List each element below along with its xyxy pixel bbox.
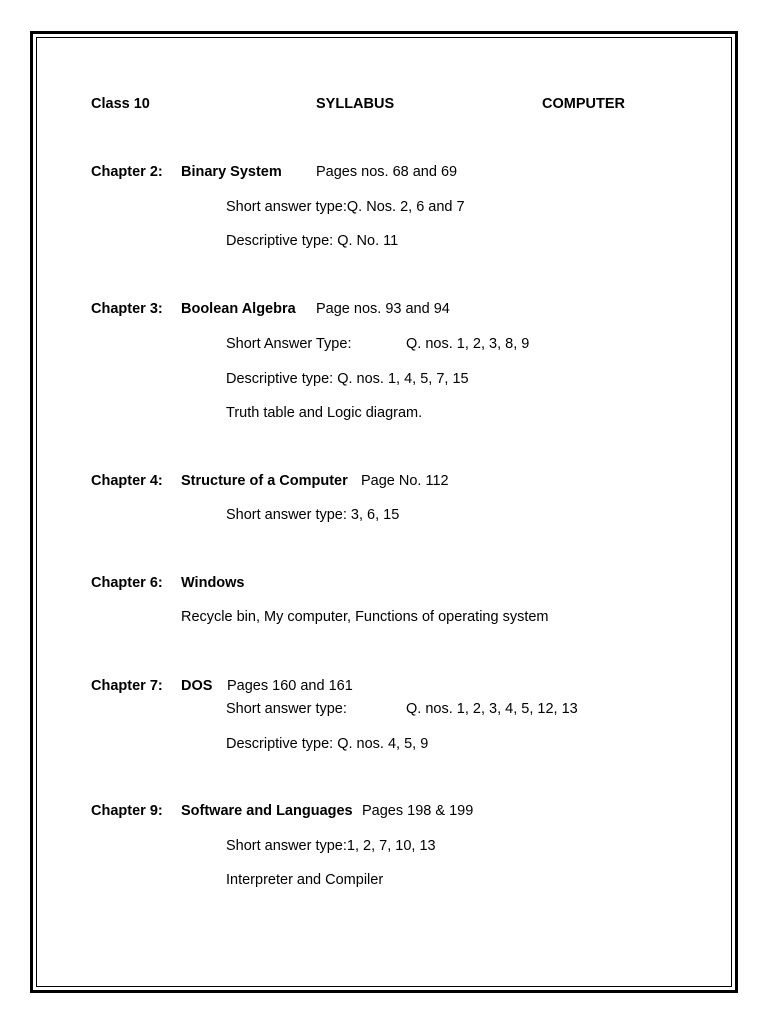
- chapter-line: Descriptive type: Q. nos. 1, 4, 5, 7, 15: [226, 371, 469, 387]
- chapter-pages: Page nos. 93 and 94: [316, 301, 450, 317]
- chapter-pages: Pages 198 & 199: [362, 803, 474, 819]
- chapter-number: Chapter 7:: [91, 678, 163, 694]
- chapter-line: Descriptive type: Q. nos. 4, 5, 9: [226, 736, 429, 752]
- chapter-pages: Page No. 112: [361, 473, 449, 489]
- chapter-title: Software and Languages: [181, 803, 353, 819]
- chapter-title: Windows: [181, 575, 245, 591]
- document-title: SYLLABUS: [316, 96, 395, 112]
- chapter-line: Short answer type:: [226, 701, 347, 717]
- class-label: Class 10: [91, 96, 150, 112]
- subject-label: COMPUTER: [542, 96, 625, 112]
- chapter-number: Chapter 9:: [91, 803, 163, 819]
- chapter-number: Chapter 2:: [91, 164, 163, 180]
- chapter-title: Structure of a Computer: [181, 473, 348, 489]
- chapter-line: Truth table and Logic diagram.: [226, 405, 423, 421]
- chapter-line: Short Answer Type:: [226, 336, 352, 352]
- chapter-line: Short answer type: 3, 6, 15: [226, 507, 400, 523]
- chapter-number: Chapter 4:: [91, 473, 163, 489]
- chapter-number: Chapter 3:: [91, 301, 163, 317]
- chapter-line: Short answer type:Q. Nos. 2, 6 and 7: [226, 199, 465, 215]
- chapter-title: DOS: [181, 678, 213, 694]
- chapter-pages: Pages nos. 68 and 69: [316, 164, 458, 180]
- chapter-line: Descriptive type: Q. No. 11: [226, 233, 399, 249]
- chapter-line: Q. nos. 1, 2, 3, 4, 5, 12, 13: [406, 701, 578, 717]
- chapter-line: Q. nos. 1, 2, 3, 8, 9: [406, 336, 530, 352]
- chapter-title: Binary System: [181, 164, 282, 180]
- chapter-number: Chapter 6:: [91, 575, 163, 591]
- chapter-line: Recycle bin, My computer, Functions of operating system: [181, 609, 549, 625]
- chapter-pages: Pages 160 and 161: [227, 678, 353, 694]
- chapter-line: Short answer type:1, 2, 7, 10, 13: [226, 838, 436, 854]
- chapter-line: Interpreter and Compiler: [226, 872, 384, 888]
- chapter-title: Boolean Algebra: [181, 301, 296, 317]
